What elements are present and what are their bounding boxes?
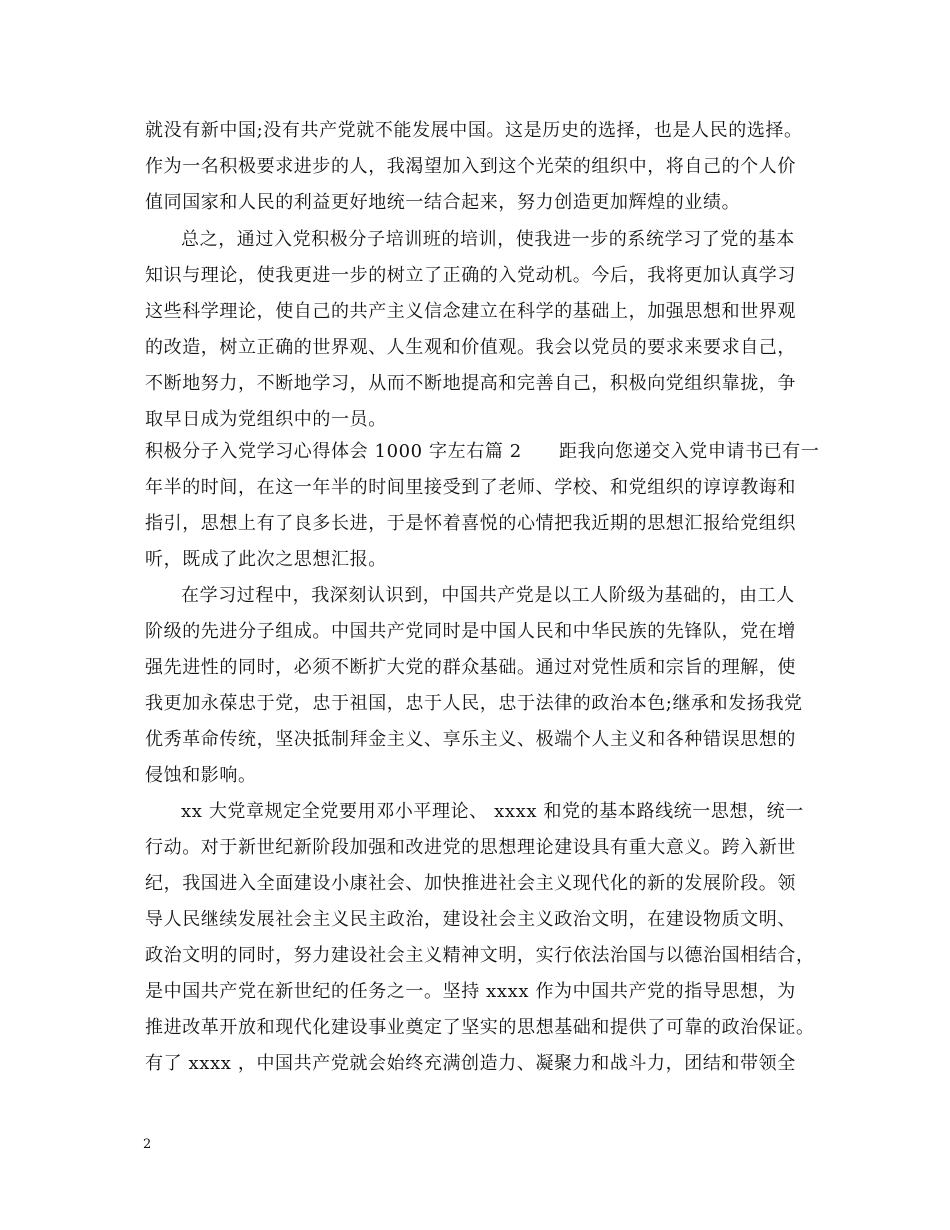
text-line: 年半的时间，在这一年半的时间里接受到了老师、学校、和党组织的谆谆教诲和: [145, 477, 796, 498]
text-line: 行动。对于新世纪新阶段加强和改进党的思想理论建设具有重大意义。跨入新世: [145, 837, 796, 858]
text-line: 优秀革命传统，坚决抵制拜金主义、享乐主义、极端个人主义和各种错误思想的: [145, 729, 796, 750]
section-heading-line: 积极分子入党学习心得体会 1000 字左右篇 2 距我向您递交入党申请书已有一: [145, 441, 820, 462]
text-line: xx 大党章规定全党要用邓小平理论、 xxxx 和党的基本路线统一思想，统一: [181, 801, 804, 822]
text-line: 总之，通过入党积极分子培训班的培训，使我进一步的系统学习了党的基本: [181, 229, 795, 250]
text-line: 值同国家和人民的利益更好地统一结合起来，努力创造更加辉煌的业绩。: [145, 192, 741, 213]
text-line: 政治文明的同时，努力建设社会主义精神文明，实行依法治国与以德治国相结合，: [145, 945, 815, 966]
text-line: 推进改革开放和现代化建设事业奠定了坚实的思想基础和提供了可靠的政治保证。: [145, 1017, 815, 1038]
text-line: 阶级的先进分子组成。中国共产党同时是中国人民和中华民族的先锋队，党在增: [145, 621, 796, 642]
text-line: 作为一名积极要求进步的人，我渴望加入到这个光荣的组织中，将自己的个人价: [145, 156, 796, 177]
text-line: 是中国共产党在新世纪的任务之一。坚持 xxxx 作为中国共产党的指导思想，为: [145, 981, 796, 1002]
text-line: 知识与理论，使我更进一步的树立了正确的入党动机。今后，我将更加认真学习: [145, 265, 796, 286]
text-line: 听，既成了此次之思想汇报。: [145, 549, 387, 570]
text-line: 就没有新中国;没有共产党就不能发展中国。这是历史的选择，也是人民的选择。: [145, 120, 803, 141]
text-line: 在学习过程中，我深刻认识到，中国共产党是以工人阶级为基础的，由工人: [181, 585, 795, 606]
text-line: 指引，思想上有了良多长进，于是怀着喜悦的心情把我近期的思想汇报给党组织: [145, 513, 796, 534]
text-line: 取早日成为党组织中的一员。: [145, 409, 387, 430]
text-line: 纪，我国进入全面建设小康社会、加快推进社会主义现代化的新的发展阶段。领: [145, 873, 796, 894]
text-line: 这些科学理论，使自己的共产主义信念建立在科学的基础上，加强思想和世界观: [145, 301, 796, 322]
text-line: 侵蚀和影响。: [145, 765, 257, 786]
text-line: 有了 xxxx ，中国共产党就会始终充满创造力、凝聚力和战斗力，团结和带领全: [145, 1053, 796, 1074]
text-line: 我更加永葆忠于党，忠于祖国，忠于人民，忠于法律的政治本色;继承和发扬我党: [145, 693, 803, 714]
text-line: 强先进性的同时，必须不断扩大党的群众基础。通过对党性质和宗旨的理解，使: [145, 657, 796, 678]
page-number: 2: [143, 1137, 152, 1152]
text-line: 不断地努力，不断地学习，从而不断地提高和完善自己，积极向党组织靠拢，争: [145, 373, 796, 394]
text-line: 的改造，树立正确的世界观、人生观和价值观。我会以党员的要求来要求自己，: [145, 337, 796, 358]
text-line: 导人民继续发展社会主义民主政治，建设社会主义政治文明，在建设物质文明、: [145, 909, 796, 930]
